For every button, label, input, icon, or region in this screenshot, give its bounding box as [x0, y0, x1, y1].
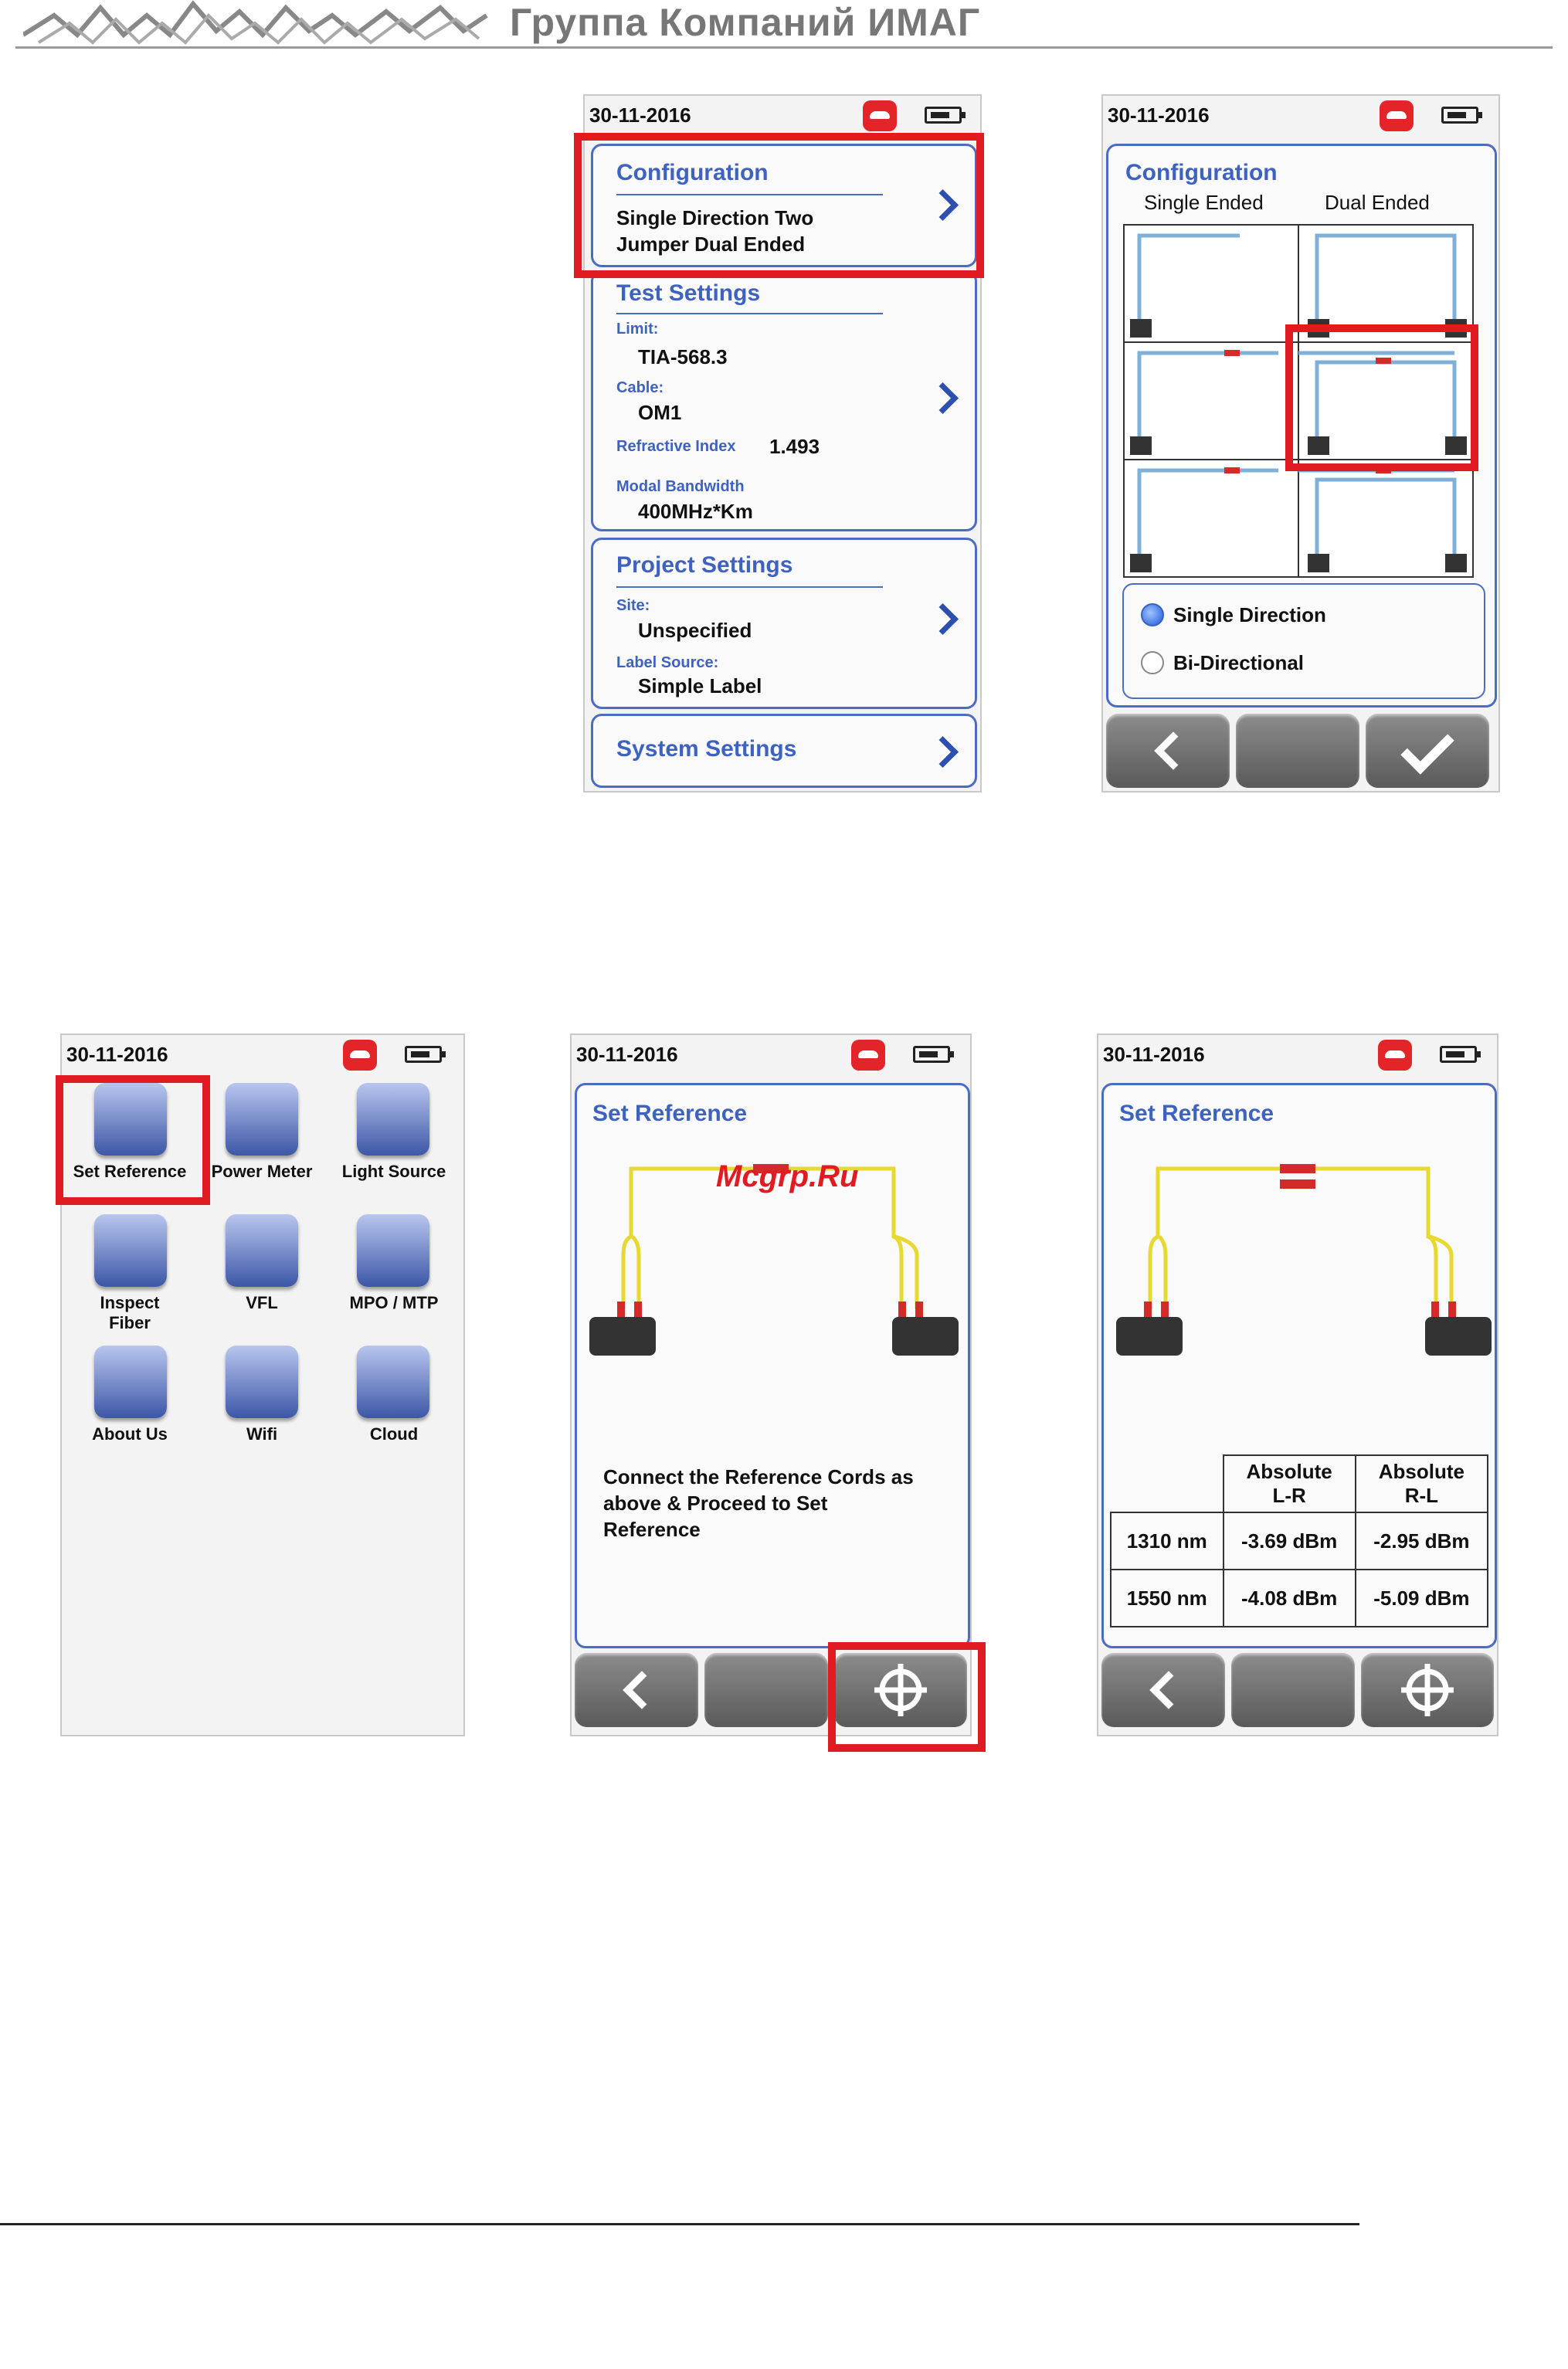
blank-button[interactable] — [1236, 714, 1359, 788]
back-button[interactable] — [1106, 714, 1230, 788]
power-meter-label: Power Meter — [211, 1162, 313, 1181]
instruction-line2: above & Proceed to Set — [603, 1492, 828, 1515]
vfl-label: VFL — [246, 1293, 278, 1312]
table-row — [1111, 1570, 1488, 1627]
power-meter-icon[interactable] — [226, 1083, 298, 1156]
mpo-mtp-icon[interactable] — [357, 1214, 429, 1287]
battery-icon — [913, 1046, 950, 1063]
chevron-right-icon — [927, 736, 959, 768]
reference-cord-diagram — [1104, 1147, 1498, 1379]
inspect-fiber-icon[interactable] — [94, 1214, 167, 1287]
configuration-value-line2: Jumper Dual Ended — [616, 232, 806, 256]
instruction-line1: Connect the Reference Cords as — [603, 1465, 914, 1488]
lr-cell: -4.08 dBm — [1224, 1570, 1356, 1627]
inspect-fiber-label-2: Fiber — [109, 1313, 151, 1332]
configuration-title: Configuration — [1125, 160, 1278, 185]
crosshair-icon — [1361, 1653, 1494, 1727]
highlight-set-reference — [56, 1075, 210, 1205]
wavelength-cell: 1310 nm — [1111, 1512, 1224, 1570]
test-settings-title: Test Settings — [616, 280, 761, 306]
light-source-label: Light Source — [341, 1162, 446, 1181]
date-label: 30-11-2016 — [576, 1043, 678, 1066]
phone-icon — [343, 1040, 377, 1071]
header-rl: Absolute R-L — [1356, 1455, 1488, 1512]
cable-value: OM1 — [638, 401, 682, 424]
date-label: 30-11-2016 — [1103, 1043, 1205, 1066]
modal-bandwidth-value: 400MHz*Km — [638, 500, 753, 523]
highlight-configuration — [574, 133, 984, 278]
battery-icon — [405, 1046, 442, 1063]
wifi-label: Wifi — [246, 1424, 278, 1444]
dual-ended-header: Dual Ended — [1325, 191, 1430, 214]
set-reference-button[interactable] — [1361, 1653, 1494, 1727]
single-direction-label: Single Direction — [1173, 603, 1326, 626]
watermark-text: Mcgrp.Ru — [716, 1159, 859, 1193]
project-settings-panel[interactable] — [591, 538, 977, 709]
blank-button[interactable] — [704, 1653, 828, 1727]
lr-cell: -3.69 dBm — [1224, 1512, 1356, 1570]
set-reference-title: Set Reference — [592, 1101, 748, 1126]
bi-directional-label: Bi-Directional — [1173, 651, 1305, 674]
cloud-label: Cloud — [369, 1424, 419, 1444]
set-reference-label: Set Reference — [73, 1162, 187, 1181]
confirm-button[interactable] — [1366, 714, 1489, 788]
date-label: 30-11-2016 — [66, 1043, 168, 1066]
back-button[interactable] — [1101, 1653, 1225, 1727]
about-us-icon[interactable] — [94, 1346, 167, 1418]
screen-set-reference-result — [1097, 1033, 1498, 1736]
limit-value: TIA-568.3 — [638, 345, 728, 368]
battery-icon — [925, 107, 962, 124]
blank-button[interactable] — [1231, 1653, 1355, 1727]
cable-label: Cable: — [616, 379, 664, 396]
project-settings-title: Project Settings — [616, 552, 793, 578]
test-settings-rule — [616, 313, 883, 314]
radio-bi-directional[interactable] — [1141, 651, 1164, 674]
configuration-value-line1: Single Direction Two — [616, 206, 814, 229]
status-bar — [572, 1035, 970, 1078]
site-label: Site: — [616, 597, 650, 614]
phone-icon — [863, 100, 897, 131]
status-bar — [1098, 1035, 1497, 1078]
table-header-row — [1111, 1455, 1488, 1512]
set-reference-panel — [575, 1083, 970, 1648]
rl-cell: -2.95 dBm — [1356, 1512, 1488, 1570]
limit-label: Limit: — [616, 321, 659, 338]
project-settings-rule — [616, 586, 883, 588]
highlight-set-reference-button — [828, 1642, 986, 1752]
company-name: Группа Компаний ИМАГ — [510, 1, 981, 44]
set-reference-panel — [1101, 1083, 1497, 1648]
vfl-icon[interactable] — [226, 1214, 298, 1287]
system-settings-title: System Settings — [616, 736, 797, 762]
about-us-label: About Us — [92, 1424, 168, 1444]
highlight-dual-ended-option — [1285, 324, 1478, 471]
phone-icon — [1378, 1040, 1412, 1071]
header-divider — [15, 46, 1553, 49]
status-bar — [62, 1035, 463, 1078]
test-settings-panel[interactable] — [591, 270, 977, 531]
site-value: Unspecified — [638, 619, 752, 642]
reference-results-table — [1110, 1454, 1488, 1627]
battery-icon — [1441, 107, 1478, 124]
instruction-line3: Reference — [603, 1518, 701, 1541]
wifi-icon[interactable] — [226, 1346, 298, 1418]
configuration-title: Configuration — [616, 160, 769, 185]
date-label: 30-11-2016 — [1108, 104, 1210, 127]
single-ended-header: Single Ended — [1144, 191, 1264, 214]
light-source-icon[interactable] — [357, 1083, 429, 1156]
refractive-index-label: Refractive Index — [616, 438, 736, 455]
back-button[interactable] — [575, 1653, 698, 1727]
header-lr: Absolute L-R — [1224, 1455, 1356, 1512]
cloud-icon[interactable] — [357, 1346, 429, 1418]
battery-icon — [1440, 1046, 1477, 1063]
phone-icon — [1380, 100, 1414, 131]
wavelength-cell: 1550 nm — [1111, 1570, 1224, 1627]
status-bar — [1103, 96, 1498, 139]
screen-set-reference-prompt — [570, 1033, 972, 1736]
direction-options — [1122, 583, 1485, 699]
refractive-index-value: 1.493 — [769, 435, 820, 458]
radio-single-direction[interactable] — [1141, 603, 1164, 626]
mpo-mtp-label: MPO / MTP — [349, 1293, 439, 1312]
date-label: 30-11-2016 — [589, 104, 691, 127]
rl-cell: -5.09 dBm — [1356, 1570, 1488, 1627]
set-reference-title: Set Reference — [1119, 1101, 1274, 1126]
chevron-right-icon — [927, 382, 959, 414]
chevron-right-icon — [927, 603, 959, 635]
table-row — [1111, 1512, 1488, 1570]
system-settings-panel[interactable] — [591, 714, 977, 788]
modal-bandwidth-label: Modal Bandwidth — [616, 478, 745, 495]
label-source-value: Simple Label — [638, 674, 762, 697]
phone-icon — [851, 1040, 885, 1071]
footer-divider — [0, 2223, 1359, 2225]
inspect-fiber-label: Inspect — [100, 1293, 160, 1312]
label-source-label: Label Source: — [616, 654, 719, 671]
